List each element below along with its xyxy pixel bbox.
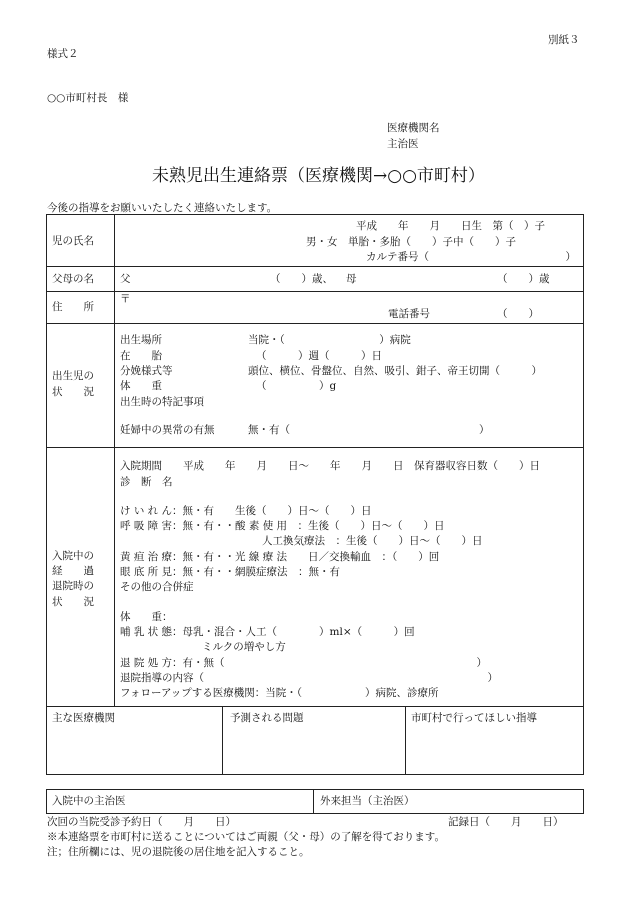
- birth-date-field[interactable]: 平成 年 月 日生 第（ ）子: [356, 220, 545, 232]
- main-institution-label: 主な医療機関: [52, 712, 115, 724]
- gestation-label: 在 胎: [120, 350, 162, 362]
- institution-label: 医療機関名: [387, 122, 440, 134]
- pregnancy-abnormality-label: 妊婦中の異常の有無: [120, 424, 215, 436]
- page-title: 未熟児出生連絡票（医療機関→○○市町村）: [152, 166, 485, 186]
- milk-increase-label: ミルクの増やし方: [202, 641, 286, 653]
- form-number: 様式２: [47, 48, 79, 60]
- postal-mark: 〒: [120, 293, 131, 305]
- hosp-label-3: 退院時の: [52, 580, 94, 592]
- parents-label: 父母の名: [52, 273, 94, 285]
- address-label: 住 所: [52, 301, 94, 313]
- other-complications-label: その他の合併症: [120, 581, 194, 593]
- intro-text: 今後の指導をお願いいたしたく連絡いたします。: [47, 202, 278, 214]
- delivery-field[interactable]: 頭位、横位、骨盤位、自然、吸引、鉗子、帝王切開（ ）: [248, 365, 542, 377]
- feeding-field[interactable]: 哺 乳 状 態：母乳・混合・人工（ ）ml×（ ）回: [120, 626, 415, 638]
- birth-weight-field[interactable]: （ ）g: [256, 380, 337, 392]
- delivery-label: 分娩様式等: [120, 365, 173, 377]
- next-visit-field[interactable]: 次回の当院受診予約日（ 月 日）: [47, 816, 236, 828]
- gestation-field[interactable]: （ ）週（ ）日: [256, 350, 382, 362]
- birth-status-label-1: 出生児の: [52, 370, 94, 382]
- jaundice-field[interactable]: 黄 疸 治 療：無・有・・光 線 療 法 日／交換輸血 ：（ ）回: [120, 551, 440, 563]
- address-note: 注；住所欄には、児の退院後の居住地を記入すること。: [47, 846, 310, 858]
- annex-label: 別紙３: [548, 34, 580, 46]
- convulsion-field[interactable]: け い れ ん：無・有 生後（ ）日～（ ）日: [120, 505, 372, 517]
- mother-age-field[interactable]: （ ）歳: [497, 273, 550, 285]
- father-age-field[interactable]: （ ）歳、: [270, 273, 333, 285]
- diagnosis-label: 診 断 名: [120, 476, 173, 488]
- discharge-weight-field[interactable]: 体 重：: [120, 611, 173, 623]
- phone-label: 電話番号: [388, 308, 430, 320]
- birth-place-field[interactable]: 当院・（ ）病院: [248, 334, 411, 346]
- label-column-divider: [114, 214, 115, 706]
- doctor-box: [46, 789, 584, 814]
- special-notes-label: 出生時の特記事項: [120, 396, 204, 408]
- mother-label: 母: [346, 273, 357, 285]
- ventilation-field[interactable]: 人工換気療法 ：生後（ ）日～（ ）日: [262, 535, 483, 547]
- birth-place-label: 出生場所: [120, 334, 162, 346]
- discharge-rx-field[interactable]: 退 院 処 方：有・無（ ）: [120, 657, 488, 669]
- birth-status-label-2: 状 況: [52, 386, 94, 398]
- respiration-field[interactable]: 呼 吸 障 害：無・有・・酸 素 使 用 ：生後（ ）日～（ ）日: [120, 520, 445, 532]
- expected-problems-label: 予測される問題: [230, 712, 304, 724]
- child-name-label: 児の氏名: [52, 235, 94, 247]
- followup-field[interactable]: フォローアップする医療機関：当院・（ ）病院、診療所: [120, 687, 439, 699]
- birth-weight-label: 体 重: [120, 380, 162, 392]
- discharge-guidance-field[interactable]: 退院指導の内容（ ）: [120, 672, 498, 684]
- father-label: 父: [120, 273, 131, 285]
- sex-multiplicity-field[interactable]: 男・女 単胎・多胎（ ）子中（ ）子: [306, 236, 516, 248]
- hosp-label-4: 状 況: [52, 596, 94, 608]
- pregnancy-abnormality-field[interactable]: 無・有（ ）: [248, 424, 490, 436]
- hosp-label-2: 経 過: [52, 565, 94, 577]
- hosp-label-1: 入院中の: [52, 550, 94, 562]
- doctor-label: 主治医: [387, 138, 419, 150]
- consent-note: ※本連絡票を市町村に送ることについてはご両親（父・母）の了解を得ております。: [47, 831, 445, 843]
- fundus-field[interactable]: 眼 底 所 見：無・有・・網膜症療法 ：無・有: [120, 566, 341, 578]
- addressee: ○○市町村長 様: [47, 92, 129, 104]
- hospitalization-period-field[interactable]: 入院期間 平成 年 月 日～ 年 月 日 保育器収容日数（ ）日: [120, 460, 540, 472]
- chart-number-field[interactable]: カルテ番号（ ）: [366, 251, 576, 263]
- outpatient-doctor-label: 外来担当（主治医）: [320, 795, 415, 807]
- record-date-field[interactable]: 記録日（ 月 日）: [448, 816, 564, 828]
- phone-field[interactable]: （ ）: [497, 308, 539, 320]
- inpatient-doctor-label: 入院中の主治医: [52, 795, 126, 807]
- municipal-guidance-label: 市町村で行ってほしい指導: [411, 712, 537, 724]
